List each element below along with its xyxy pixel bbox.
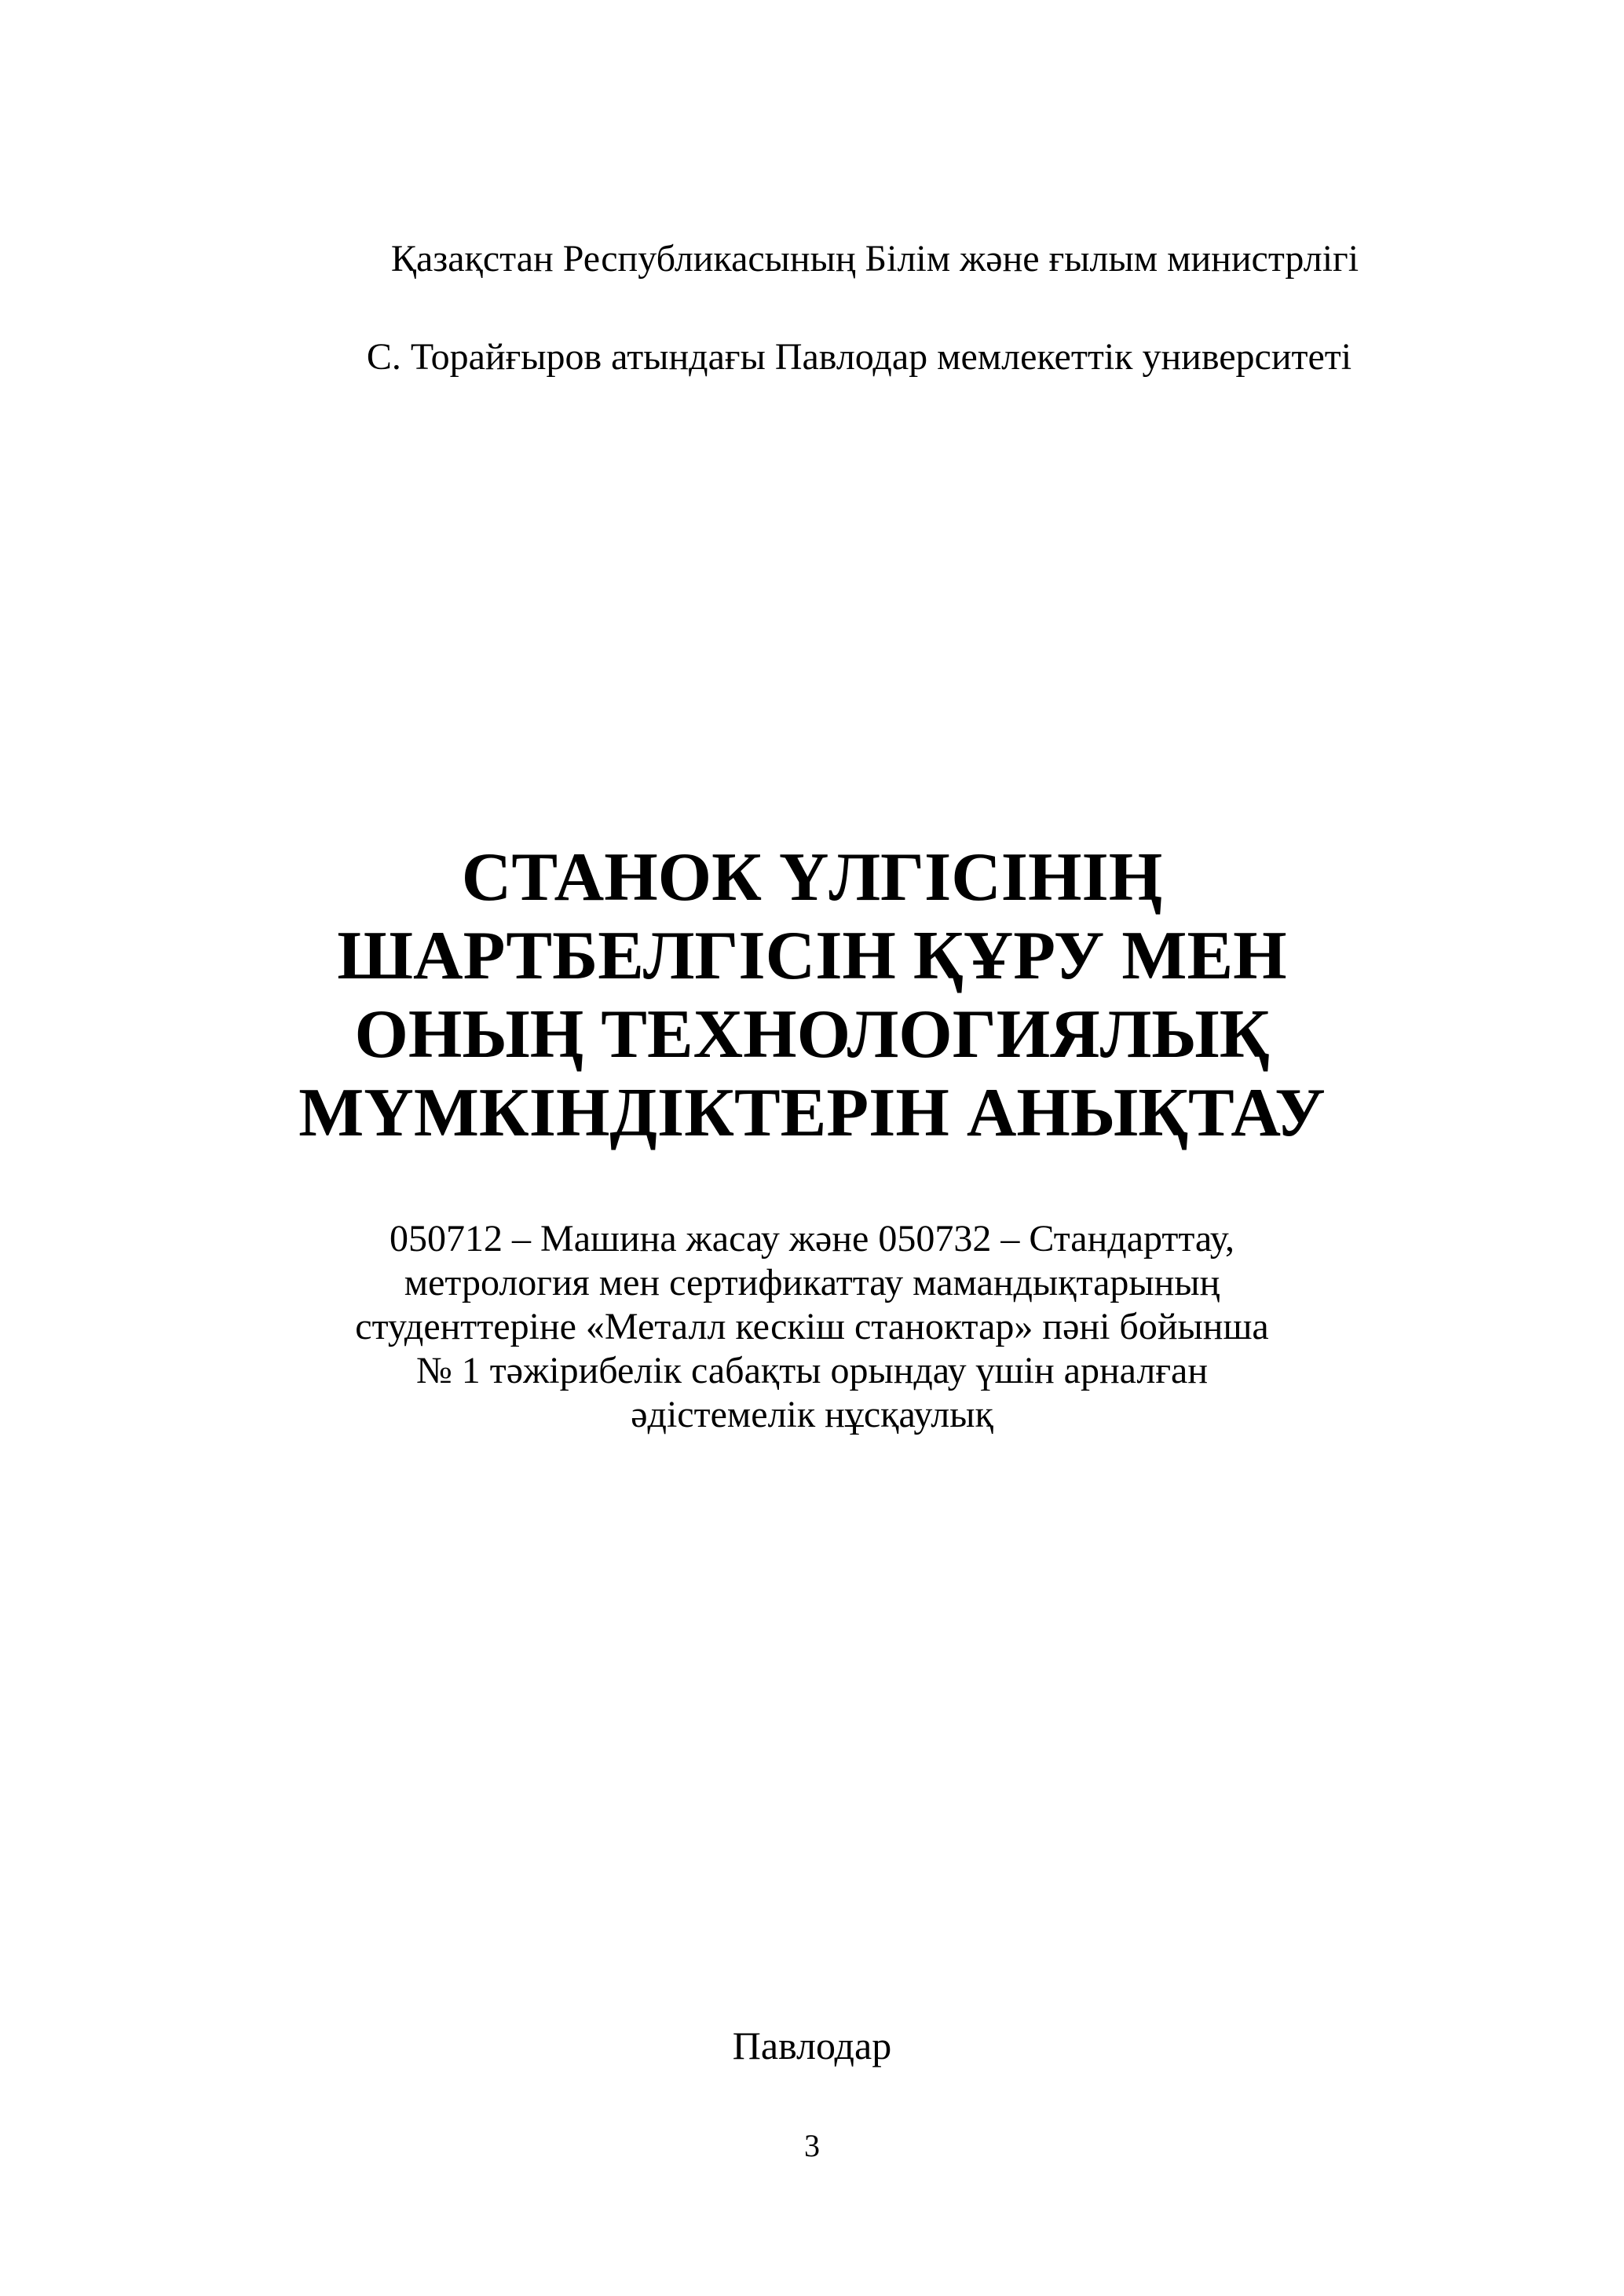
subtitle-line: 050712 – Машина жасау және 050732 – Стандарттау,	[390, 1218, 1234, 1260]
subtitle-line: № 1 тәжірибелік сабақты орындау үшін арналған	[416, 1350, 1208, 1391]
title-line: СТАНОК ҮЛГІСІНІҢ	[461, 839, 1163, 916]
title-line: МҮМКІНДІКТЕРІН АНЫҚТАУ	[298, 1075, 1326, 1151]
subtitle-line: әдістемелік нұсқаулық	[631, 1394, 993, 1435]
subtitle-line: студенттеріне «Металл кескіш станоктар» пәні бойынша	[355, 1306, 1269, 1347]
ministry-name: Қазақстан Республикасының Білім және ғылым министрлігі	[390, 238, 1359, 280]
title-line: ШАРТБЕЛГІСІН ҚҰРУ МЕН	[337, 918, 1287, 994]
document-title	[0, 839, 1624, 1153]
subtitle-line: метрология мен сертификаттау мамандықтарының	[404, 1262, 1220, 1303]
title-line: ОНЫҢ ТЕХНОЛОГИЯЛЫҚ	[354, 996, 1270, 1073]
document-subtitle	[0, 1217, 1624, 1437]
page-number: 3	[804, 2128, 820, 2163]
city-name: Павлодар	[732, 2024, 892, 2067]
university-name: С. Торайғыров атындағы Павлодар мемлекеттік университеті	[366, 336, 1352, 378]
